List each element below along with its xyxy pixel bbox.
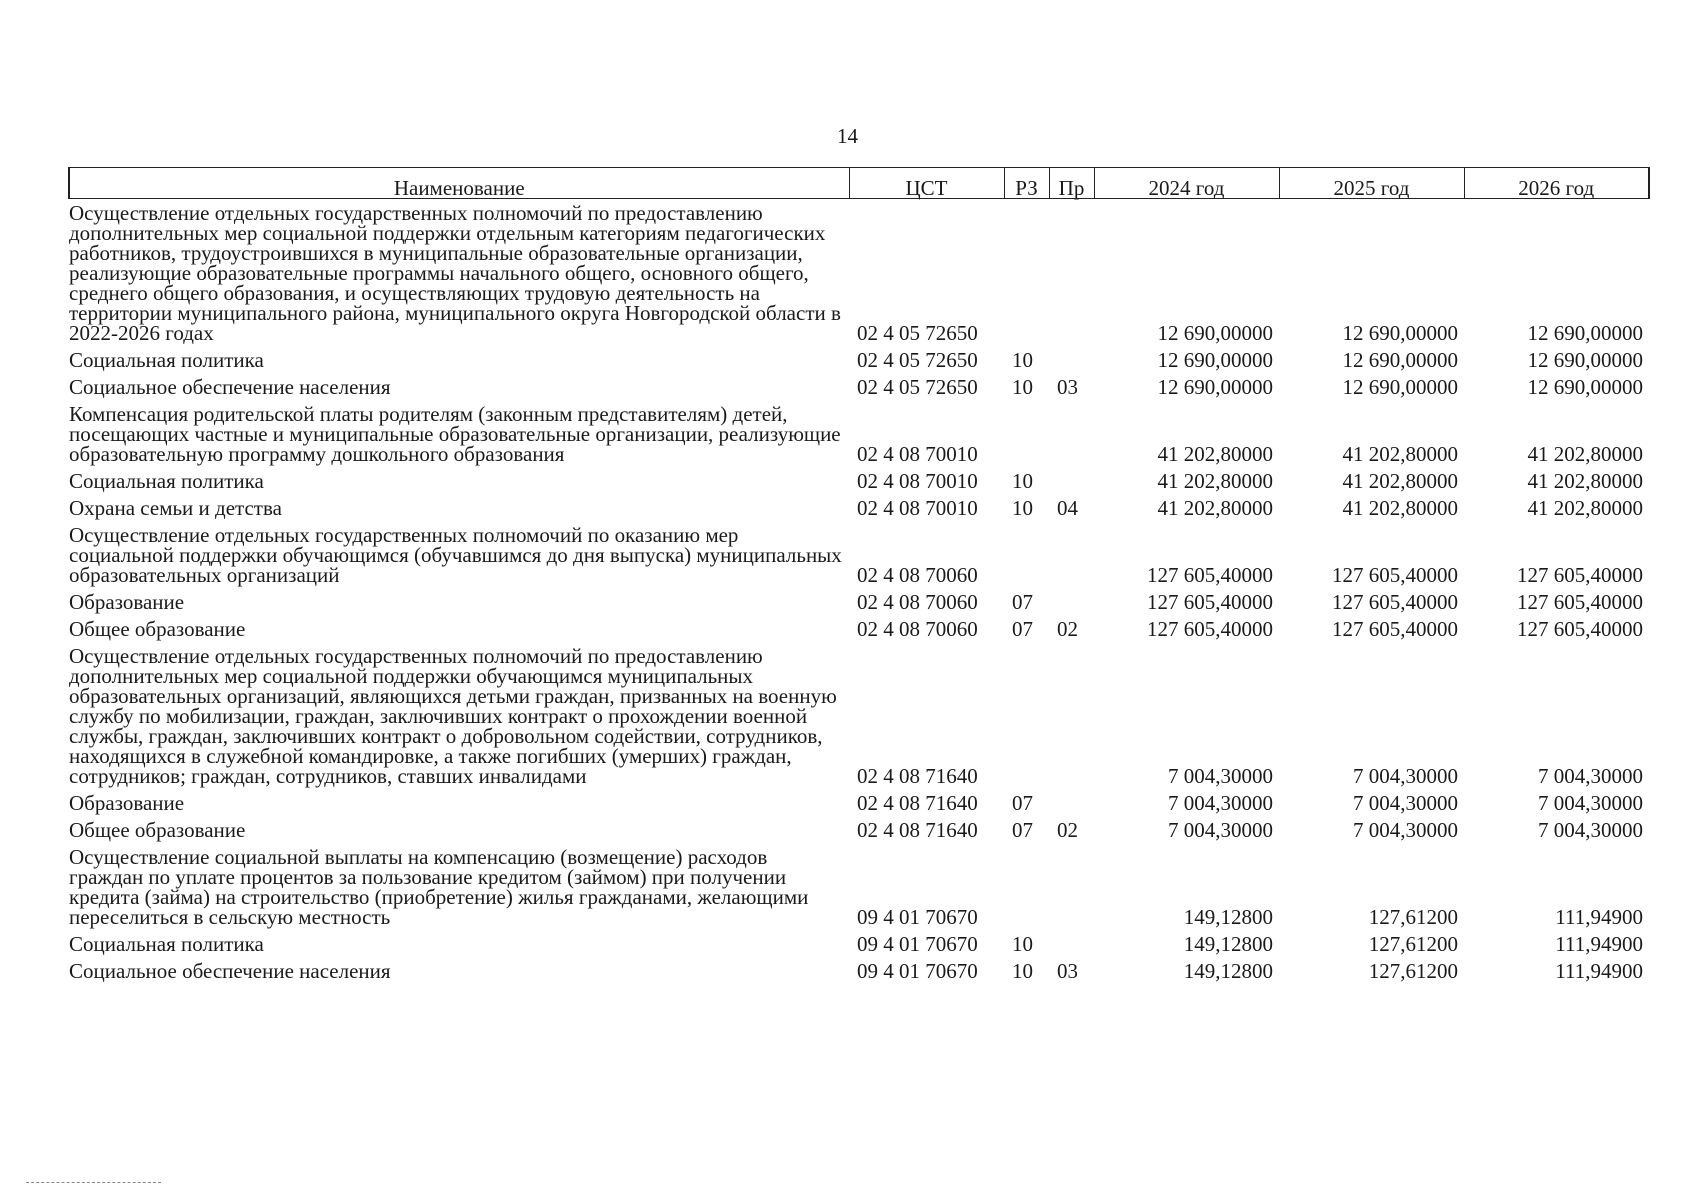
cell-2024: 12 690,00000 (1157, 321, 1273, 345)
cell-cst: 02 4 05 72650 (857, 375, 978, 399)
header-cst: ЦСТ (849, 168, 1004, 199)
cell-2026: 7 004,30000 (1538, 818, 1643, 842)
table-row (69, 199, 1649, 347)
page-number: 14 (837, 124, 858, 148)
header-name: Наименование (69, 168, 849, 199)
cell-2025: 7 004,30000 (1353, 818, 1458, 842)
cell-2026: 41 202,80000 (1527, 469, 1643, 493)
cell-rz: 10 (1012, 932, 1033, 956)
cell-pr (1049, 789, 1094, 816)
cell-2025: 127 605,40000 (1332, 563, 1458, 587)
cell-rz (1004, 642, 1049, 789)
cell-pr (1049, 346, 1094, 373)
cell-name: Общее образование (69, 818, 246, 842)
cell-cst: 02 4 08 70010 (857, 442, 978, 466)
cell-2024: 41 202,80000 (1157, 442, 1273, 466)
cell-2024: 149,12800 (1183, 959, 1273, 983)
cell-2025: 127,61200 (1368, 905, 1458, 929)
cell-2025: 12 690,00000 (1342, 321, 1458, 345)
cell-2024: 7 004,30000 (1168, 791, 1273, 815)
cell-2026: 41 202,80000 (1527, 442, 1643, 466)
cell-2026: 7 004,30000 (1538, 791, 1643, 815)
cell-2025: 127,61200 (1368, 959, 1458, 983)
cell-2026: 111,94900 (1555, 959, 1643, 983)
cell-2025: 127,61200 (1368, 932, 1458, 956)
table-row (69, 588, 1649, 615)
cell-2026: 7 004,30000 (1538, 764, 1643, 788)
cell-pr (1049, 588, 1094, 615)
cell-rz (1004, 843, 1049, 930)
cell-pr: 04 (1057, 496, 1078, 520)
cell-2024: 127 605,40000 (1147, 590, 1273, 614)
cell-2025: 12 690,00000 (1342, 375, 1458, 399)
cell-pr: 03 (1057, 375, 1078, 399)
cell-2024: 41 202,80000 (1157, 469, 1273, 493)
cell-name: Социальная политика (69, 348, 264, 372)
cell-name: Осуществление отдельных государственных полномочий по оказанию мер социальной поддержки обучающимся (обучавшимся до дня выпуска) муниципальных образовательных организаций (69, 523, 842, 587)
cell-cst: 02 4 05 72650 (857, 348, 978, 372)
cell-cst: 02 4 08 70060 (857, 563, 978, 587)
table-body (69, 199, 1649, 985)
cell-rz (1004, 400, 1049, 467)
header-pr: Пр (1049, 168, 1094, 199)
cell-pr: 02 (1057, 617, 1078, 641)
cell-2025: 41 202,80000 (1342, 469, 1458, 493)
table-row (69, 346, 1649, 373)
cell-pr (1049, 199, 1094, 347)
cell-cst: 02 4 08 70010 (857, 496, 978, 520)
cell-pr (1049, 467, 1094, 494)
cell-2025: 41 202,80000 (1342, 442, 1458, 466)
cell-pr (1049, 843, 1094, 930)
cell-2024: 7 004,30000 (1168, 818, 1273, 842)
header-2025: 2025 год (1279, 168, 1464, 199)
cell-2026: 41 202,80000 (1527, 496, 1643, 520)
cell-cst: 02 4 08 71640 (857, 791, 978, 815)
table-header (69, 168, 1649, 199)
cell-rz: 10 (1012, 469, 1033, 493)
cell-pr (1049, 400, 1094, 467)
cell-2024: 41 202,80000 (1157, 496, 1273, 520)
table-row (69, 642, 1649, 789)
cell-name: Общее образование (69, 617, 246, 641)
cell-pr (1049, 521, 1094, 588)
cell-rz: 07 (1012, 818, 1033, 842)
cell-name: Компенсация родительской платы родителям (законным представителям) детей, посещающих частные и муниципальные образовательные организации, реализующие образовательную программу дошкольного образования (69, 402, 841, 466)
cell-rz (1004, 199, 1049, 347)
cell-cst: 09 4 01 70670 (857, 959, 978, 983)
budget-table-container (68, 167, 1648, 984)
header-row (69, 168, 1649, 199)
cell-2025: 41 202,80000 (1342, 496, 1458, 520)
cell-rz: 10 (1012, 375, 1033, 399)
cell-2026: 111,94900 (1555, 932, 1643, 956)
cell-cst: 02 4 08 71640 (857, 764, 978, 788)
table-row (69, 521, 1649, 588)
cell-cst: 02 4 08 71640 (857, 818, 978, 842)
cell-2024: 127 605,40000 (1147, 563, 1273, 587)
cell-2024: 12 690,00000 (1157, 348, 1273, 372)
cell-name: Охрана семьи и детства (69, 496, 282, 520)
cell-2025: 7 004,30000 (1353, 764, 1458, 788)
cell-2025: 12 690,00000 (1342, 348, 1458, 372)
cell-2025: 7 004,30000 (1353, 791, 1458, 815)
header-2024: 2024 год (1094, 168, 1279, 199)
cell-cst: 02 4 08 70060 (857, 590, 978, 614)
cell-2024: 149,12800 (1183, 932, 1273, 956)
cell-name: Образование (69, 590, 185, 614)
cell-cst: 09 4 01 70670 (857, 932, 978, 956)
cell-name: Социальное обеспечение населения (69, 375, 391, 399)
cell-name: Осуществление социальной выплаты на компенсацию (возмещение) расходов граждан по уплате процентов за пользование кредитом (займом) при получении кредита (займа) на строительство (приобретение) жилья гражданами, желающими переселиться в сельскую местность (69, 845, 809, 929)
cell-2026: 111,94900 (1555, 905, 1643, 929)
cell-2024: 7 004,30000 (1168, 764, 1273, 788)
budget-table (68, 167, 1650, 984)
cell-name: Осуществление отдельных государственных полномочий по предоставлению дополнительных мер социальной поддержки отдельным категориям педагогических работников, трудоустроившихся в муниципальные образовательные организации, реализующие образовательные программы начального общего, основного общего, среднего общего образования, и осуществляющих трудовую деятельность на территории муниципального района, муниципального округа Новгородской области в 2022-2026 годах (69, 201, 841, 345)
cell-pr: 03 (1057, 959, 1078, 983)
cell-2026: 12 690,00000 (1527, 375, 1643, 399)
cell-pr (1049, 642, 1094, 789)
cell-name: Образование (69, 791, 185, 815)
cell-rz: 10 (1012, 348, 1033, 372)
table-row (69, 843, 1649, 930)
cell-2024: 127 605,40000 (1147, 617, 1273, 641)
cell-rz: 10 (1012, 959, 1033, 983)
cell-rz: 07 (1012, 590, 1033, 614)
cell-2026: 12 690,00000 (1527, 321, 1643, 345)
cell-cst: 02 4 05 72650 (857, 321, 978, 345)
cell-2026: 127 605,40000 (1517, 563, 1643, 587)
scan-artifact-line (26, 1182, 161, 1183)
cell-name: Осуществление отдельных государственных полномочий по предоставлению дополнительных мер социальной поддержки обучающимся муниципальных образовательных организаций, являющихся детьми граждан, призванных на военную службу по мобилизации, граждан, заключивших контракт о прохождении военной службы, граждан, заключивших контракт о добровольном содействии, сотрудников, находящихся в служебной командировке, а также погибших (умерших) граждан, сотрудников; граждан, сотрудников, ставших инвалидами (69, 644, 837, 788)
cell-2025: 127 605,40000 (1332, 617, 1458, 641)
cell-2025: 127 605,40000 (1332, 590, 1458, 614)
cell-name: Социальное обеспечение населения (69, 959, 391, 983)
cell-pr: 02 (1057, 818, 1078, 842)
table-row (69, 957, 1649, 984)
cell-cst: 09 4 01 70670 (857, 905, 978, 929)
table-row (69, 467, 1649, 494)
cell-2026: 12 690,00000 (1527, 348, 1643, 372)
cell-2026: 127 605,40000 (1517, 617, 1643, 641)
table-row (69, 816, 1649, 843)
table-row (69, 373, 1649, 400)
cell-2024: 149,12800 (1183, 905, 1273, 929)
cell-name: Социальная политика (69, 932, 264, 956)
cell-rz (1004, 521, 1049, 588)
cell-2024: 12 690,00000 (1157, 375, 1273, 399)
cell-cst: 02 4 08 70010 (857, 469, 978, 493)
cell-cst: 02 4 08 70060 (857, 617, 978, 641)
table-row (69, 789, 1649, 816)
cell-rz: 10 (1012, 496, 1033, 520)
cell-pr (1049, 930, 1094, 957)
table-row (69, 615, 1649, 642)
table-row (69, 930, 1649, 957)
cell-rz: 07 (1012, 617, 1033, 641)
cell-rz: 07 (1012, 791, 1033, 815)
cell-2026: 127 605,40000 (1517, 590, 1643, 614)
table-row (69, 400, 1649, 467)
cell-name: Социальная политика (69, 469, 264, 493)
header-2026: 2026 год (1464, 168, 1649, 199)
table-row (69, 494, 1649, 521)
header-rz: РЗ (1004, 168, 1049, 199)
